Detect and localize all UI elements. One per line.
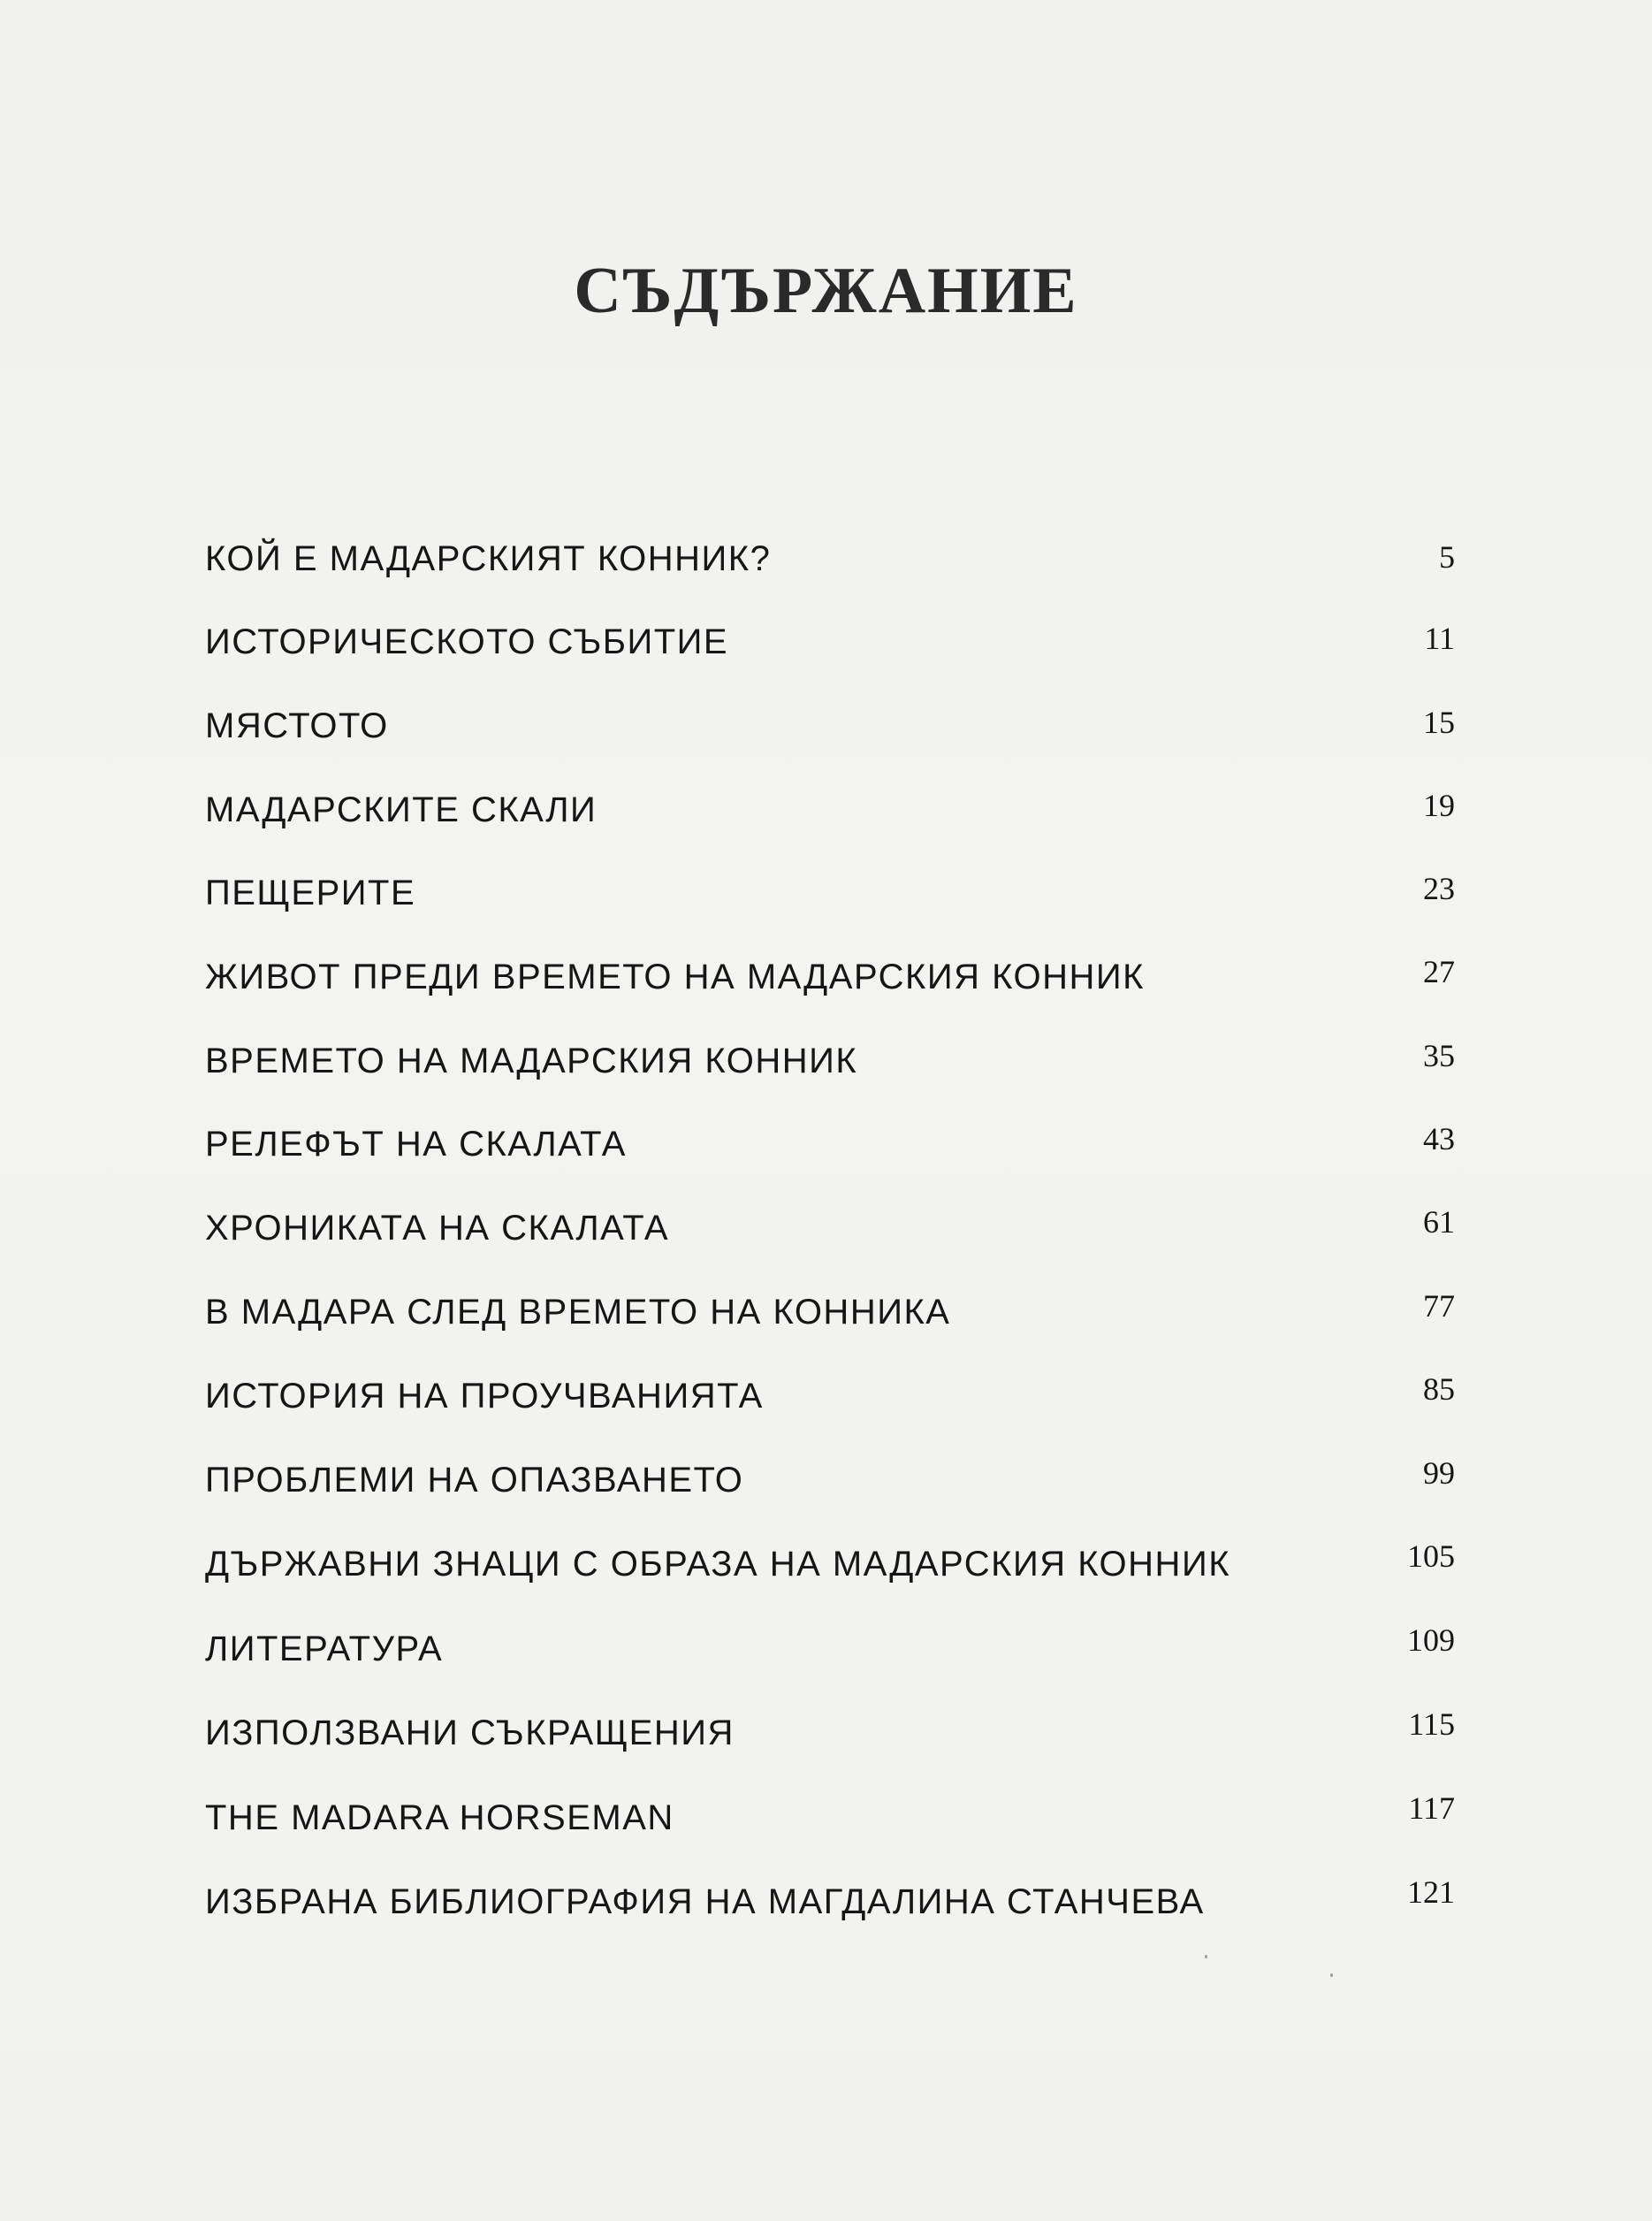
toc-entry-title: В МАДАРА СЛЕД ВРЕМЕТО НА КОННИКА [205,1293,951,1332]
toc-entry-page: 85 [1423,1371,1455,1407]
toc-entry-title: ИСТОРИЯ НА ПРОУЧВАНИЯТА [205,1377,764,1416]
toc-entry-page: 109 [1407,1622,1455,1658]
toc-entry-title: THE MADARA HORSEMAN [205,1798,674,1837]
toc-entry-title: ВРЕМЕТО НА МАДАРСКИЯ КОННИК [205,1042,858,1080]
toc-entry-page: 121 [1407,1874,1455,1910]
toc-entry-title: МЯСТОТО [205,706,389,745]
toc-entry-title: РЕЛЕФЪТ НА СКАЛАТА [205,1125,627,1164]
toc-entry-page: 11 [1424,621,1455,656]
toc-entry-page: 99 [1423,1455,1455,1491]
toc-entry-title: ЛИТЕРАТУРА [205,1629,444,1668]
toc-entry-title: ПЕЩЕРИТЕ [205,874,416,912]
toc-entry-page: 117 [1408,1790,1455,1826]
toc-entry-title: ИЗБРАНА БИБЛИОГРАФИЯ НА МАГДАЛИНА СТАНЧЕВА [205,1882,1205,1921]
toc-entry-page: 105 [1407,1538,1455,1574]
toc-entry-title: ПРОБЛЕМИ НА ОПАЗВАНЕТО [205,1461,744,1500]
toc-entry-title: ХРОНИКАТА НА СКАЛАТА [205,1209,669,1248]
toc-entry-title: ИЗПОЛЗВАНИ СЪКРАЩЕНИЯ [205,1713,735,1752]
toc-entry-page: 43 [1423,1121,1455,1156]
toc-entry-page: 61 [1423,1204,1455,1240]
paper-speck [1205,1955,1207,1958]
toc-entry-title: МАДАРСКИТЕ СКАЛИ [205,790,598,829]
toc-entry-title: КОЙ Е МАДАРСКИЯТ КОННИК? [205,539,772,578]
toc-entry-page: 23 [1423,871,1455,906]
paper-speck [1330,1973,1333,1977]
toc-entry-title: ИСТОРИЧЕСКОТО СЪБИТИЕ [205,622,729,661]
toc-entry-page: 115 [1408,1706,1455,1742]
toc-entry-page: 35 [1423,1038,1455,1073]
toc-entry-page: 5 [1439,539,1455,575]
toc-entry-title: ЖИВОТ ПРЕДИ ВРЕМЕТО НА МАДАРСКИЯ КОННИК [205,958,1145,996]
toc-entry-page: 27 [1423,954,1455,989]
toc-entry-title: ДЪРЖАВНИ ЗНАЦИ С ОБРАЗА НА МАДАРСКИЯ КОННИК [205,1545,1230,1584]
toc-entry-page: 19 [1423,788,1455,823]
toc-entry-page: 77 [1423,1288,1455,1324]
page-title: СЪДЪРЖАНИЕ [574,255,1078,327]
toc-entry-page: 15 [1423,705,1455,740]
